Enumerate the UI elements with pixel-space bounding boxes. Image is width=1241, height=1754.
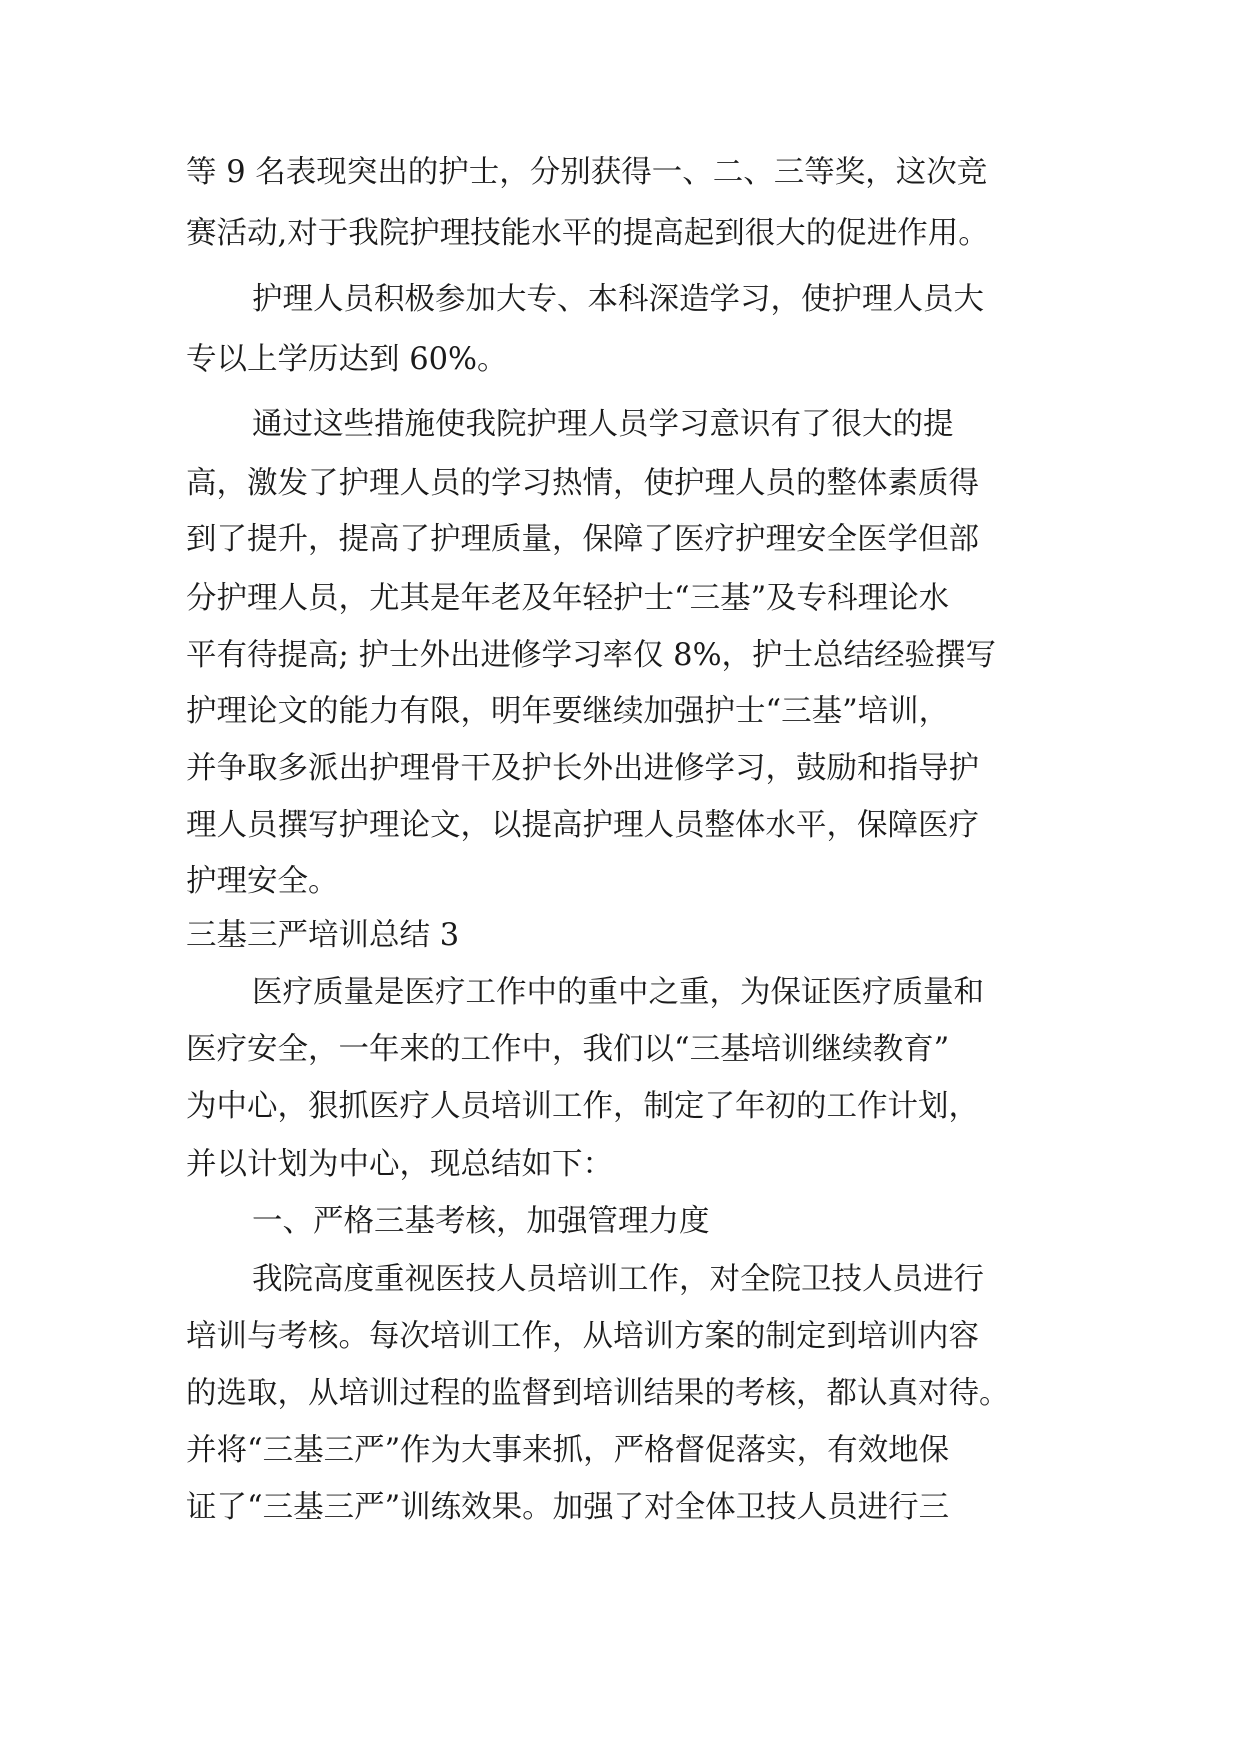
text-line: 并将“三基三严”作为大事来抓，严格督促落实，有效地保 (186, 1433, 950, 1468)
text-line: 并以计划为中心，现总结如下： (186, 1147, 613, 1182)
text-line: 平有待提高; 护士外出进修学习率仅 8%，护士总结经验撰写 (186, 638, 997, 673)
text-line: 的选取，从培训过程的监督到培训结果的考核，都认真对待。 (186, 1376, 1010, 1411)
text-line: 专以上学历达到 60%。 (186, 342, 508, 377)
text-line: 培训与考核。每次培训工作，从培训方案的制定到培训内容 (186, 1319, 979, 1354)
text-line: 护理论文的能力有限，明年要继续加强护士“三基”培训， (186, 694, 950, 729)
text-line: 并争取多派出护理骨干及护长外出进修学习，鼓励和指导护 (186, 751, 979, 786)
text-line: 高，激发了护理人员的学习热情，使护理人员的整体素质得 (186, 466, 979, 501)
text-line: 到了提升，提高了护理质量，保障了医疗护理安全医学但部 (186, 522, 979, 557)
text-line: 为中心，狠抓医疗人员培训工作，制定了年初的工作计划， (186, 1089, 979, 1124)
text-line: 赛活动,对于我院护理技能水平的提高起到很大的促进作用。 (186, 216, 989, 251)
section-heading: 三基三严培训总结 3 (186, 918, 460, 953)
text-line: 理人员撰写护理论文，以提高护理人员整体水平，保障医疗 (186, 808, 979, 843)
text-line: 护理人员积极参加大专、本科深造学习，使护理人员大 (252, 282, 984, 317)
text-line: 我院高度重视医技人员培训工作，对全院卫技人员进行 (252, 1262, 984, 1297)
text-line: 护理安全。 (186, 864, 339, 899)
subsection-heading: 一、严格三基考核，加强管理力度 (252, 1204, 710, 1239)
text-line: 医疗质量是医疗工作中的重中之重，为保证医疗质量和 (252, 975, 984, 1010)
text-line: 证了“三基三严”训练效果。加强了对全体卫技人员进行三 (186, 1490, 950, 1525)
text-line: 医疗安全，一年来的工作中，我们以“三基培训继续教育” (186, 1032, 950, 1067)
text-line: 分护理人员，尤其是年老及年轻护士“三基”及专科理论水 (186, 581, 950, 616)
text-line: 等 9 名表现突出的护士，分别获得一、二、三等奖，这次竞 (186, 155, 988, 190)
text-line: 通过这些措施使我院护理人员学习意识有了很大的提 (252, 407, 954, 442)
